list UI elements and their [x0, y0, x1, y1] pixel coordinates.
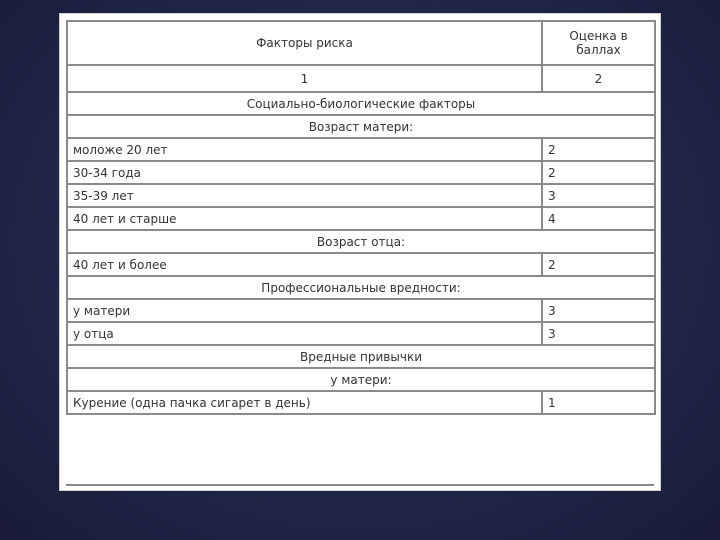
risk-factor-label: у матери — [67, 299, 542, 322]
table-row — [67, 322, 655, 345]
risk-factor-label: 40 лет и старше — [67, 207, 542, 230]
table-row — [67, 391, 655, 414]
table-row — [67, 299, 655, 322]
column-number-2: 2 — [542, 65, 655, 92]
table-header-row — [67, 21, 655, 65]
section-row — [67, 115, 655, 138]
section-row — [67, 276, 655, 299]
section-bad-habits: Вредные привычки — [67, 345, 655, 368]
column-number-1: 1 — [67, 65, 542, 92]
section-row — [67, 345, 655, 368]
risk-factor-label: 40 лет и более — [67, 253, 542, 276]
header-score: Оценка в баллах — [542, 21, 655, 65]
table-row — [67, 138, 655, 161]
section-mother-age: Возраст матери: — [67, 115, 655, 138]
risk-score: 3 — [542, 184, 655, 207]
risk-factor-label: 30-34 года — [67, 161, 542, 184]
section-father-age: Возраст отца: — [67, 230, 655, 253]
risk-score: 1 — [542, 391, 655, 414]
section-row — [67, 92, 655, 115]
table-bottom-divider — [66, 484, 654, 486]
section-row — [67, 230, 655, 253]
risk-factor-label: Курение (одна пачка сигарет в день) — [67, 391, 542, 414]
table-image — [59, 13, 661, 491]
section-occupational-hazards: Профессиональные вредности: — [67, 276, 655, 299]
section-bad-habits-mother: у матери: — [67, 368, 655, 391]
table-row — [67, 184, 655, 207]
table-row — [67, 161, 655, 184]
risk-score: 2 — [542, 161, 655, 184]
risk-score: 3 — [542, 322, 655, 345]
risk-score: 4 — [542, 207, 655, 230]
table-row — [67, 207, 655, 230]
table-row — [67, 253, 655, 276]
risk-factor-label: моложе 20 лет — [67, 138, 542, 161]
header-factors: Факторы риска — [67, 21, 542, 65]
risk-score: 2 — [542, 138, 655, 161]
section-social-biological: Социально-биологические факторы — [67, 92, 655, 115]
risk-score: 3 — [542, 299, 655, 322]
column-number-row — [67, 65, 655, 92]
risk-factor-label: у отца — [67, 322, 542, 345]
risk-factor-label: 35-39 лет — [67, 184, 542, 207]
risk-score: 2 — [542, 253, 655, 276]
section-row — [67, 368, 655, 391]
risk-factors-table — [66, 20, 656, 415]
